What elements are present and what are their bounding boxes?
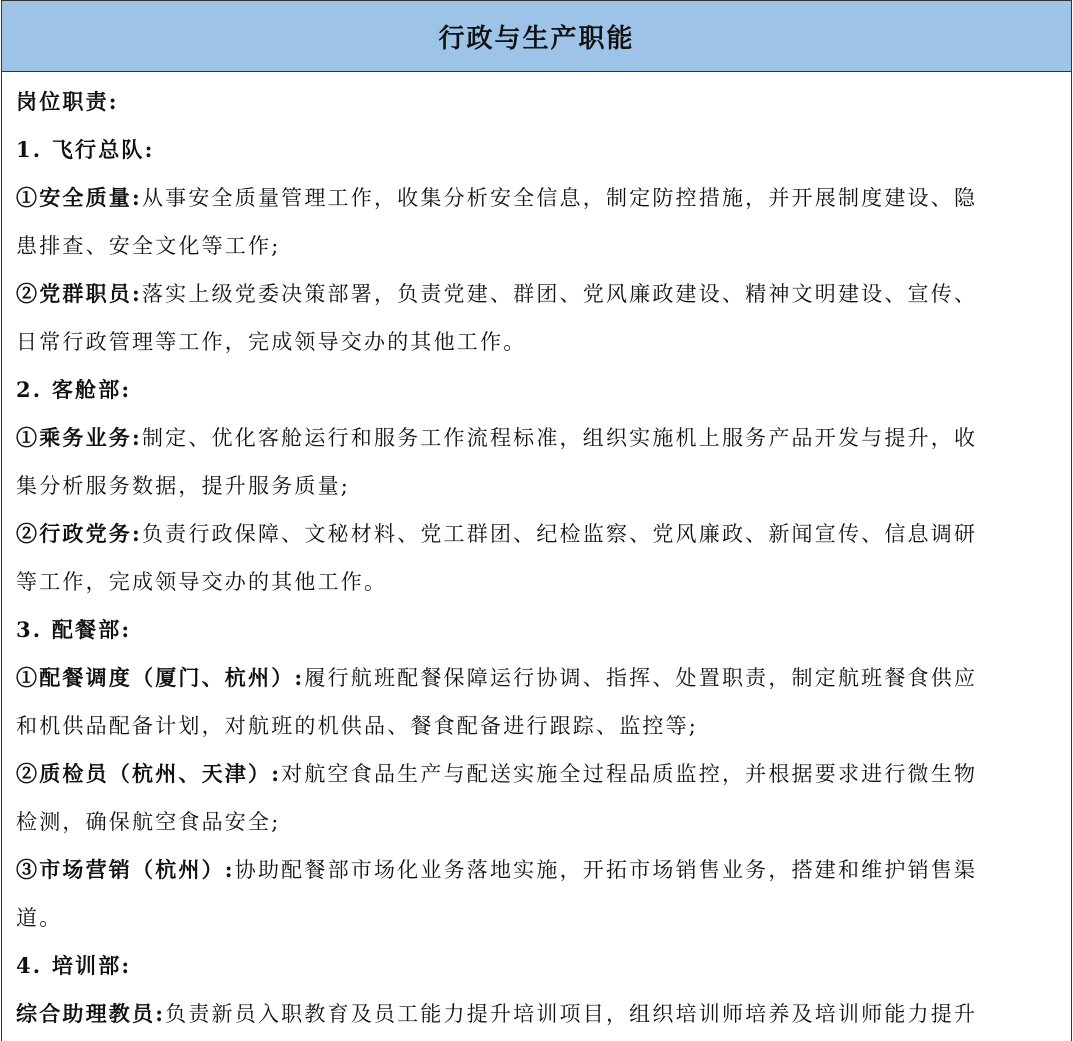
duty-quality-inspector-cont: 检测，确保航空食品安全; (16, 810, 281, 834)
section-heading-cabin: 2. 客舱部: (16, 377, 132, 402)
duty-party-staff: ②党群职员:落实上级党委决策部署，负责党建、群团、党风廉政建设、精神文明建设、宣传、 (16, 281, 978, 306)
duty-safety-quality-cont: 患排查、安全文化等工作; (16, 234, 281, 258)
duty-catering-dispatch-cont: 和机供品配备计划，对航班的机供品、餐食配备进行跟踪、监控等; (16, 714, 699, 738)
duty-assistant-instructor: 综合助理教员:负责新员入职教育及员工能力提升培训项目，组织培训师培养及培训师能力提升 (16, 1001, 978, 1026)
duty-safety-quality: ①安全质量:从事安全质量管理工作，收集分析安全信息，制定防控措施，并开展制度建设、隐 (16, 185, 978, 210)
duty-catering-dispatch: ①配餐调度（厦门、杭州）:履行航班配餐保障运行协调、指挥、处置职责，制定航班餐食供应 (16, 665, 978, 690)
table-title: 行政与生产职能 (438, 23, 635, 54)
section-heading-catering: 3. 配餐部: (16, 617, 132, 642)
table-header (2, 0, 1071, 72)
section-heading-duties: 岗位职责: (16, 89, 119, 114)
duty-admin-party: ②行政党务:负责行政保障、文秘材料、党工群团、纪检监察、党风廉政、新闻宣传、信息调研 (16, 521, 978, 546)
duty-party-staff-cont: 日常行政管理等工作，完成领导交办的其他工作。 (16, 330, 527, 354)
duty-marketing-cont: 道。 (16, 906, 63, 930)
section-heading-flight-corps: 1. 飞行总队: (16, 137, 155, 162)
duty-quality-inspector: ②质检员（杭州、天津）:对航空食品生产与配送实施全过程品质监控，并根据要求进行微生物 (16, 761, 978, 786)
duty-marketing: ③市场营销（杭州）:协助配餐部市场化业务落地实施，开拓市场销售业务，搭建和维护销售渠 (16, 857, 978, 882)
duty-cabin-service-cont: 集分析服务数据，提升服务质量; (16, 474, 351, 498)
duties-content (2, 72, 1071, 1038)
duties-table (1, 0, 1072, 1041)
duty-cabin-service: ①乘务业务:制定、优化客舱运行和服务工作流程标准，组织实施机上服务产品开发与提升，收 (16, 425, 978, 450)
duty-admin-party-cont: 等工作，完成领导交办的其他工作。 (16, 570, 388, 594)
section-heading-training: 4. 培训部: (16, 953, 132, 978)
